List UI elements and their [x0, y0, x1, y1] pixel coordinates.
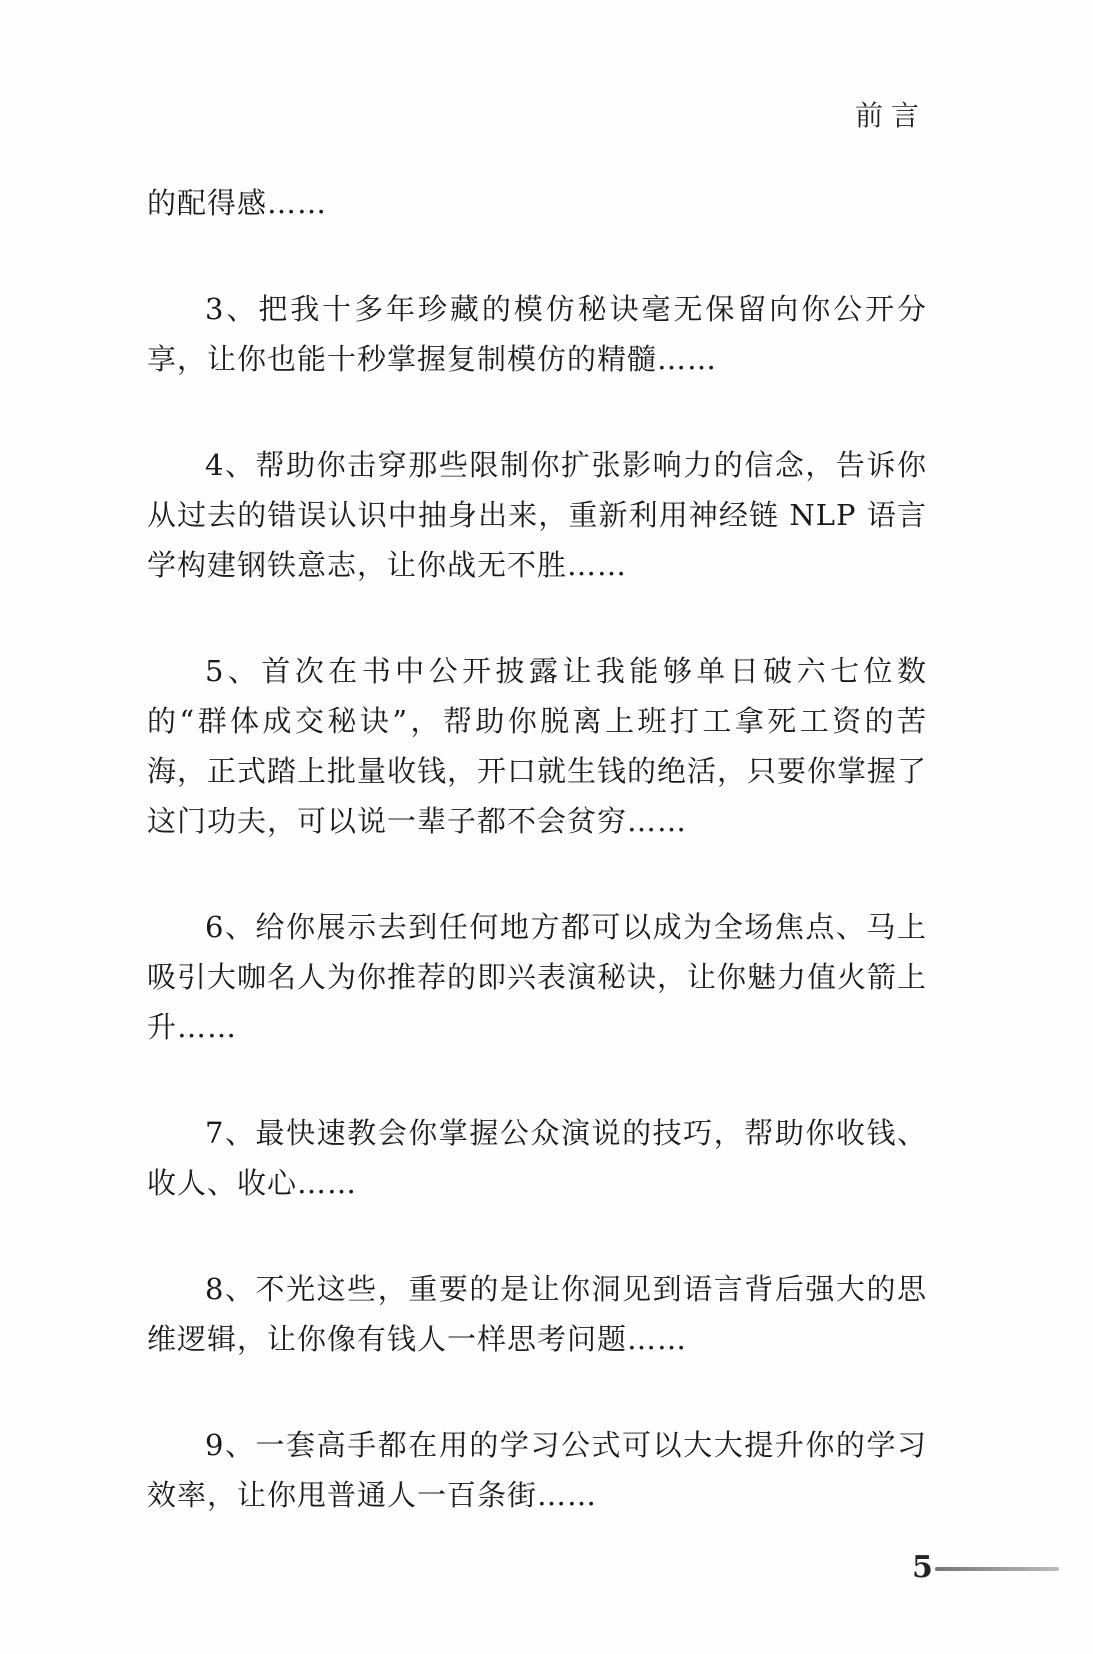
paragraph-item-8: 8、不光这些，重要的是让你洞见到语言背后强大的思维逻辑，让你像有钱人一样思考问题…… — [147, 1272, 927, 1356]
body-text — [147, 178, 927, 1576]
paragraph-item-3: 3、把我十多年珍藏的模仿秘诀毫无保留向你公开分享，让你也能十秒掌握复制模仿的精髓…… — [147, 292, 927, 376]
paragraph-item-4: 4、帮助你击穿那些限制你扩张影响力的信念，告诉你从过去的错误认识中抽身出来，重新利用神经链 NLP 语言学构建钢铁意志，让你战无不胜…… — [147, 448, 927, 582]
paragraph-item-6: 6、给你展示去到任何地方都可以成为全场焦点、马上吸引大咖名人为你推荐的即兴表演秘诀，让你魅力值火箭上升…… — [147, 910, 928, 1044]
paragraph-item-5: 5、首次在书中公开披露让我能够单日破六七位数的“群体成交秘诀”，帮助你脱离上班打工拿死工资的苦海，正式踏上批量收钱，开口就生钱的绝活，只要你掌握了这门功夫，可以说一辈子都不会贫穷…… — [147, 654, 928, 838]
page-number: 5 — [912, 1550, 933, 1585]
paragraph-item-7: 7、最快速教会你掌握公众演说的技巧，帮助你收钱、收人、收心…… — [147, 1116, 927, 1200]
paragraph-continuation: 的配得感…… — [147, 186, 328, 220]
footer-rule — [935, 1567, 1059, 1571]
running-header: 前言 — [854, 99, 927, 132]
paragraph-item-9: 9、一套高手都在用的学习公式可以大大提升你的学习效率，让你甩普通人一百条街…… — [147, 1428, 927, 1512]
